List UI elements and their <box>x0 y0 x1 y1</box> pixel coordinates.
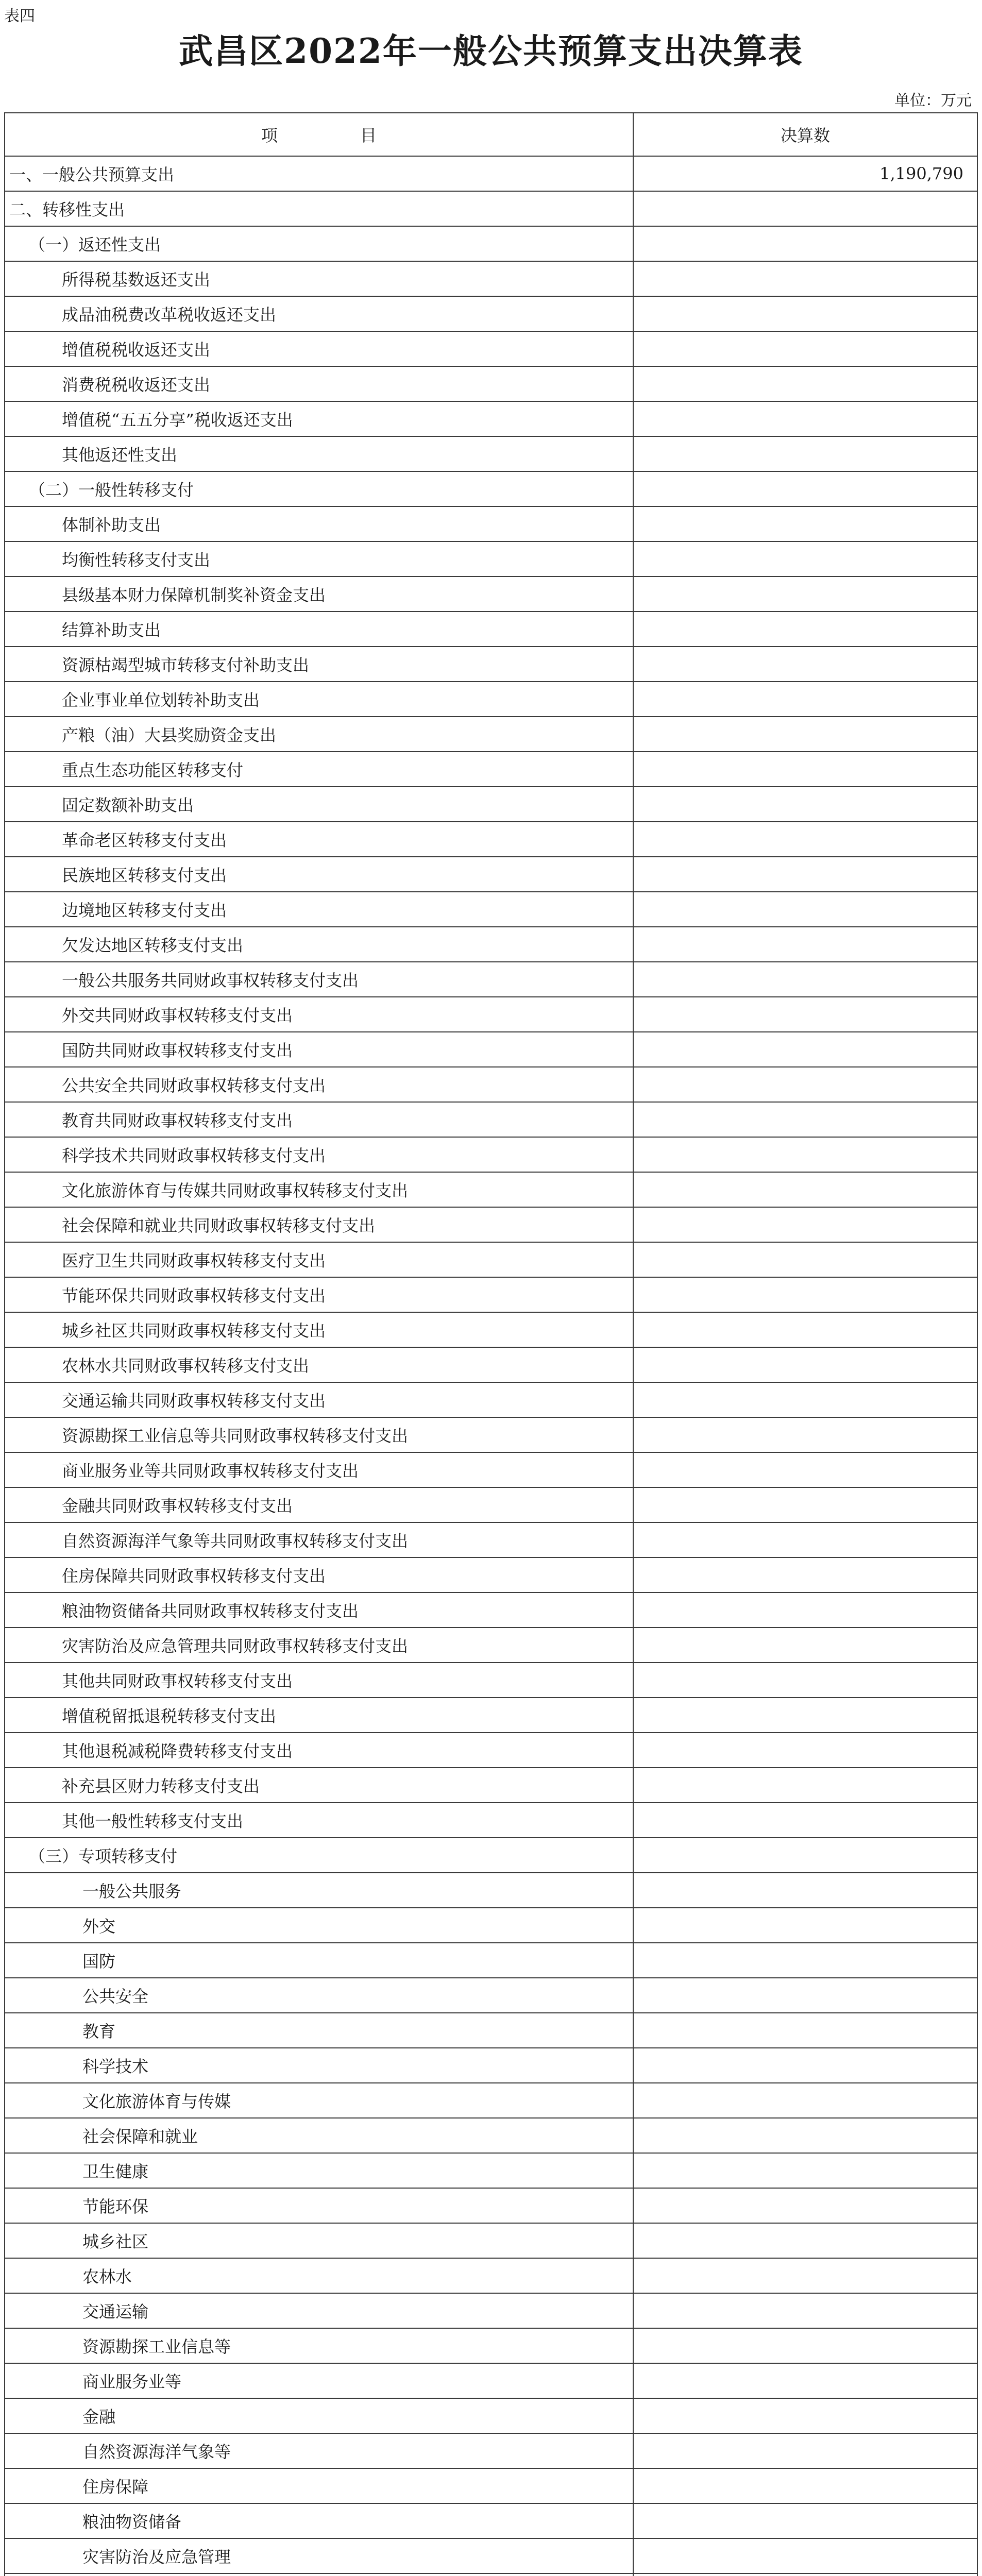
row-amount <box>633 1557 977 1592</box>
table-row <box>5 2258 977 2293</box>
row-item-label: 文化旅游体育与传媒共同财政事权转移支付支出 <box>5 1172 633 1207</box>
row-item-label: 节能环保 <box>5 2188 633 2223</box>
row-amount <box>633 2048 977 2083</box>
table-row <box>5 1137 977 1172</box>
row-amount <box>633 962 977 997</box>
row-amount <box>633 2538 977 2573</box>
table-row <box>5 366 977 401</box>
row-amount <box>633 191 977 226</box>
row-item-label: 社会保障和就业 <box>5 2118 633 2153</box>
table-body <box>5 156 977 2576</box>
row-amount <box>633 612 977 647</box>
column-header-amount: 决算数 <box>633 113 977 156</box>
table-row <box>5 1032 977 1067</box>
table-row <box>5 2083 977 2118</box>
row-amount <box>633 1032 977 1067</box>
table-row <box>5 1242 977 1277</box>
row-item-label: 其他一般性转移支付支出 <box>5 1803 633 1838</box>
row-item-label: 公共安全 <box>5 1978 633 2013</box>
row-amount <box>633 927 977 962</box>
row-amount <box>633 1628 977 1663</box>
row-amount <box>633 647 977 682</box>
row-item-label: 灾害防治及应急管理 <box>5 2538 633 2573</box>
table-row <box>5 1102 977 1137</box>
row-amount <box>633 1312 977 1347</box>
row-amount <box>633 2153 977 2188</box>
row-amount <box>633 436 977 471</box>
table-row <box>5 997 977 1032</box>
table-row <box>5 1873 977 1908</box>
row-item-label: （三）专项转移支付 <box>5 1838 633 1873</box>
row-amount <box>633 1733 977 1768</box>
row-amount: 1,190,790 <box>633 156 977 191</box>
table-row <box>5 541 977 577</box>
row-amount <box>633 1803 977 1838</box>
table-row <box>5 577 977 612</box>
table-row <box>5 1838 977 1873</box>
table-row <box>5 1452 977 1487</box>
row-amount <box>633 1522 977 1557</box>
row-amount <box>633 1768 977 1803</box>
row-item-label: 资源勘探工业信息等 <box>5 2328 633 2363</box>
row-item-label <box>5 2573 633 2576</box>
table-row <box>5 226 977 261</box>
row-amount <box>633 471 977 506</box>
row-item-label: 补充县区财力转移支付支出 <box>5 1768 633 1803</box>
row-item-label: 资源枯竭型城市转移支付补助支出 <box>5 647 633 682</box>
row-item-label: 其他返还性支出 <box>5 436 633 471</box>
row-item-label: 住房保障共同财政事权转移支付支出 <box>5 1557 633 1592</box>
row-item-label: 企业事业单位划转补助支出 <box>5 682 633 717</box>
row-item-label: 交通运输共同财政事权转移支付支出 <box>5 1382 633 1417</box>
table-row <box>5 156 977 191</box>
table-row <box>5 1803 977 1838</box>
row-item-label: 自然资源海洋气象等共同财政事权转移支付支出 <box>5 1522 633 1557</box>
table-row <box>5 1277 977 1312</box>
table-row <box>5 1908 977 1943</box>
table-row <box>5 2328 977 2363</box>
row-item-label: （一）返还性支出 <box>5 226 633 261</box>
row-amount <box>633 1207 977 1242</box>
table-row <box>5 1487 977 1522</box>
table-row <box>5 2363 977 2398</box>
row-amount <box>633 892 977 927</box>
row-item-label: 外交 <box>5 1908 633 1943</box>
table-row <box>5 2293 977 2328</box>
row-amount <box>633 577 977 612</box>
row-item-label: 粮油物资储备共同财政事权转移支付支出 <box>5 1592 633 1628</box>
table-row <box>5 1978 977 2013</box>
row-item-label: 节能环保共同财政事权转移支付支出 <box>5 1277 633 1312</box>
row-amount <box>633 1978 977 2013</box>
row-item-label: 革命老区转移支付支出 <box>5 822 633 857</box>
row-amount <box>633 2293 977 2328</box>
table-row <box>5 506 977 541</box>
row-amount <box>633 1943 977 1978</box>
table-row <box>5 1172 977 1207</box>
table-row <box>5 2223 977 2258</box>
row-item-label: 城乡社区 <box>5 2223 633 2258</box>
row-item-label: 教育共同财政事权转移支付支出 <box>5 1102 633 1137</box>
row-amount <box>633 787 977 822</box>
row-amount <box>633 2258 977 2293</box>
row-item-label: 商业服务业等 <box>5 2363 633 2398</box>
row-amount <box>633 1417 977 1452</box>
row-amount <box>633 2503 977 2538</box>
row-item-label: 其他退税减税降费转移支付支出 <box>5 1733 633 1768</box>
row-item-label: 交通运输 <box>5 2293 633 2328</box>
row-amount <box>633 1277 977 1312</box>
row-item-label: 粮油物资储备 <box>5 2503 633 2538</box>
row-amount <box>633 1137 977 1172</box>
row-item-label: 产粮（油）大县奖励资金支出 <box>5 717 633 752</box>
row-item-label: 一、一般公共预算支出 <box>5 156 633 191</box>
table-row <box>5 1347 977 1382</box>
row-amount <box>633 1242 977 1277</box>
table-row <box>5 296 977 331</box>
table-row <box>5 1733 977 1768</box>
page-title: 武昌区2022年一般公共预算支出决算表 <box>179 31 803 71</box>
table-row <box>5 436 977 471</box>
row-item-label: 均衡性转移支付支出 <box>5 541 633 577</box>
table-row <box>5 1207 977 1242</box>
row-amount <box>633 1698 977 1733</box>
row-item-label: 社会保障和就业共同财政事权转移支付支出 <box>5 1207 633 1242</box>
table-row <box>5 1663 977 1698</box>
row-item-label: 科学技术共同财政事权转移支付支出 <box>5 1137 633 1172</box>
row-item-label: 增值税“五五分享”税收返还支出 <box>5 401 633 436</box>
row-amount <box>633 401 977 436</box>
row-item-label: 二、转移性支出 <box>5 191 633 226</box>
row-item-label: 公共安全共同财政事权转移支付支出 <box>5 1067 633 1102</box>
row-amount <box>633 682 977 717</box>
row-amount <box>633 2433 977 2468</box>
row-item-label: 重点生态功能区转移支付 <box>5 752 633 787</box>
table-row <box>5 752 977 787</box>
row-item-label: 县级基本财力保障机制奖补资金支出 <box>5 577 633 612</box>
row-amount <box>633 296 977 331</box>
row-amount <box>633 331 977 366</box>
row-item-label: 城乡社区共同财政事权转移支付支出 <box>5 1312 633 1347</box>
table-row <box>5 2538 977 2573</box>
row-amount <box>633 2468 977 2503</box>
table-row <box>5 1557 977 1592</box>
table-row <box>5 2153 977 2188</box>
row-amount <box>633 1172 977 1207</box>
budget-table <box>4 112 978 2576</box>
row-amount <box>633 261 977 296</box>
row-amount <box>633 822 977 857</box>
row-item-label: 民族地区转移支付支出 <box>5 857 633 892</box>
row-amount <box>633 541 977 577</box>
row-item-label: 金融共同财政事权转移支付支出 <box>5 1487 633 1522</box>
row-amount <box>633 2398 977 2433</box>
table-row <box>5 1628 977 1663</box>
table-row <box>5 1522 977 1557</box>
table-row <box>5 2118 977 2153</box>
table-row <box>5 191 977 226</box>
row-item-label: 欠发达地区转移支付支出 <box>5 927 633 962</box>
table-row <box>5 1768 977 1803</box>
row-item-label: 国防 <box>5 1943 633 1978</box>
row-amount <box>633 1067 977 1102</box>
table-row <box>5 1698 977 1733</box>
row-amount <box>633 1382 977 1417</box>
table-row <box>5 857 977 892</box>
row-item-label: 其他共同财政事权转移支付支出 <box>5 1663 633 1698</box>
row-item-label: 外交共同财政事权转移支付支出 <box>5 997 633 1032</box>
row-item-label: 金融 <box>5 2398 633 2433</box>
table-row <box>5 682 977 717</box>
table-row <box>5 2048 977 2083</box>
row-item-label: 资源勘探工业信息等共同财政事权转移支付支出 <box>5 1417 633 1452</box>
row-amount <box>633 1347 977 1382</box>
table-row <box>5 612 977 647</box>
row-item-label: 文化旅游体育与传媒 <box>5 2083 633 2118</box>
row-item-label: 结算补助支出 <box>5 612 633 647</box>
table-row <box>5 1417 977 1452</box>
row-item-label: 科学技术 <box>5 2048 633 2083</box>
row-amount <box>633 1908 977 1943</box>
row-item-label: 商业服务业等共同财政事权转移支付支出 <box>5 1452 633 1487</box>
table-row <box>5 1592 977 1628</box>
row-amount <box>633 1102 977 1137</box>
table-row <box>5 822 977 857</box>
row-amount <box>633 1838 977 1873</box>
row-amount <box>633 2328 977 2363</box>
table-row <box>5 2573 977 2576</box>
row-amount <box>633 2083 977 2118</box>
row-amount <box>633 2188 977 2223</box>
row-amount <box>633 2363 977 2398</box>
row-item-label: 国防共同财政事权转移支付支出 <box>5 1032 633 1067</box>
row-item-label: （二）一般性转移支付 <box>5 471 633 506</box>
row-amount <box>633 2013 977 2048</box>
table-row <box>5 2433 977 2468</box>
row-amount <box>633 1663 977 1698</box>
row-item-label: 增值税税收返还支出 <box>5 331 633 366</box>
table-row <box>5 1943 977 1978</box>
table-row <box>5 401 977 436</box>
table-row <box>5 1312 977 1347</box>
row-item-label: 一般公共服务 <box>5 1873 633 1908</box>
table-row <box>5 2503 977 2538</box>
row-amount <box>633 2223 977 2258</box>
row-amount <box>633 506 977 541</box>
table-row <box>5 331 977 366</box>
row-amount <box>633 1873 977 1908</box>
table-label: 表四 <box>4 7 35 25</box>
row-item-label: 农林水共同财政事权转移支付支出 <box>5 1347 633 1382</box>
row-item-label: 增值税留抵退税转移支付支出 <box>5 1698 633 1733</box>
row-item-label: 成品油税费改革税收返还支出 <box>5 296 633 331</box>
row-item-label: 医疗卫生共同财政事权转移支付支出 <box>5 1242 633 1277</box>
row-amount <box>633 1452 977 1487</box>
row-item-label: 卫生健康 <box>5 2153 633 2188</box>
row-item-label: 边境地区转移支付支出 <box>5 892 633 927</box>
row-amount <box>633 1487 977 1522</box>
row-item-label: 自然资源海洋气象等 <box>5 2433 633 2468</box>
row-item-label: 一般公共服务共同财政事权转移支付支出 <box>5 962 633 997</box>
table-row <box>5 2188 977 2223</box>
row-amount <box>633 366 977 401</box>
row-amount <box>633 1592 977 1628</box>
row-item-label: 消费税税收返还支出 <box>5 366 633 401</box>
row-amount <box>633 997 977 1032</box>
table-header-row <box>5 113 977 156</box>
row-amount <box>633 2573 977 2576</box>
table-row <box>5 261 977 296</box>
table-row <box>5 717 977 752</box>
column-header-item: 项 目 <box>5 113 633 156</box>
table-row <box>5 1382 977 1417</box>
row-item-label: 教育 <box>5 2013 633 2048</box>
row-item-label: 体制补助支出 <box>5 506 633 541</box>
unit-label: 单位：万元 <box>894 92 972 110</box>
table-row <box>5 892 977 927</box>
table-row <box>5 787 977 822</box>
row-item-label: 住房保障 <box>5 2468 633 2503</box>
table-row <box>5 2468 977 2503</box>
row-amount <box>633 857 977 892</box>
row-amount <box>633 717 977 752</box>
row-amount <box>633 226 977 261</box>
row-amount <box>633 752 977 787</box>
row-item-label: 所得税基数返还支出 <box>5 261 633 296</box>
table-row <box>5 2398 977 2433</box>
row-item-label: 固定数额补助支出 <box>5 787 633 822</box>
table-row <box>5 471 977 506</box>
table-row <box>5 1067 977 1102</box>
row-item-label: 灾害防治及应急管理共同财政事权转移支付支出 <box>5 1628 633 1663</box>
row-amount <box>633 2118 977 2153</box>
table-row <box>5 647 977 682</box>
row-item-label: 农林水 <box>5 2258 633 2293</box>
table-row <box>5 927 977 962</box>
table-row <box>5 962 977 997</box>
table-row <box>5 2013 977 2048</box>
